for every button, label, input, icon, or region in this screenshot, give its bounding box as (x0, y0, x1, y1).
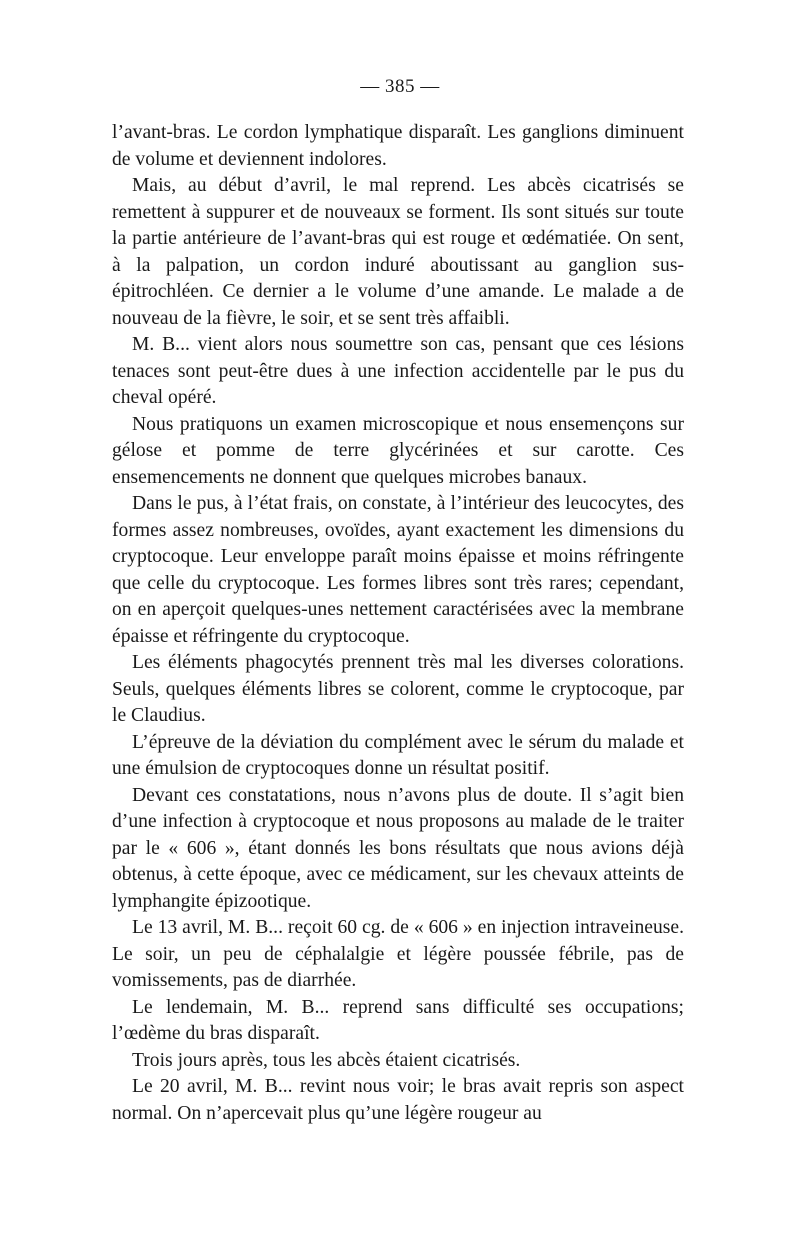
paragraph-complement-test: L’épreuve de la déviation du complément avec le sérum du malade et une émulsion de cryptocoques donne un résultat positif. (112, 731, 684, 779)
paragraph-follow-up: Le 20 avril, M. B... revint nous voir; le bras avait repris son aspect normal. On n’apercevait plus qu’une légère rougeur au (112, 1076, 684, 1124)
page-number: — 385 — (360, 76, 440, 97)
paragraph-continued: l’avant-bras. Le cordon lymphatique disparaît. Les ganglions diminuent de volume et deviennent indolores. (112, 122, 684, 170)
paragraph-diagnosis: Devant ces constatations, nous n’avons plus de doute. Il s’agit bien d’une infection à cryptocoque et nous proposons au malade de le traiter par le « 606 », étant donnés les bons résultats que nous avions déjà obtenus, à cette époque, avec ce médicament, sur les chevaux atteints de lymphangite épizootique. (112, 784, 684, 912)
body-text (112, 120, 684, 1127)
paragraph-relapse: Mais, au début d’avril, le mal reprend. Les abcès cicatrisés se remettent à suppurer et de nouveaux se forment. Ils sont situés sur toute la partie antérieure de l’avant-bras qui est rouge et œdématiée. On sent, à la palpation, un cordon induré aboutissant au ganglion sus-épitrochléen. Ce dernier a le volume d’une amande. Le malade a de nouveau de la fièvre, le soir, et se sent très affaibli. (112, 175, 684, 329)
paragraph-cultures: Nous pratiquons un examen microscopique et nous ensemençons sur gélose et pomme de terre glycérinées et sur carotte. Ces ensemencements ne donnent que quelques microbes banaux. (112, 413, 684, 488)
paragraph-three-days: Trois jours après, tous les abcès étaient cicatrisés. (132, 1049, 521, 1071)
paragraph-injection: Le 13 avril, M. B... reçoit 60 cg. de « 606 » en injection intraveineuse. Le soir, un peu de céphalalgie et légère poussée fébrile, pas de vomissements, pas de diarrhée. (112, 917, 684, 991)
paragraph-staining: Les éléments phagocytés prennent très mal les diverses colorations. Seuls, quelques éléments libres se colorent, comme le cryptocoque, par le Claudius. (112, 652, 684, 726)
paragraph-microscopy: Dans le pus, à l’état frais, on constate, à l’intérieur des leucocytes, des formes assez nombreuses, ovoïdes, ayant exactement les dimensions du cryptocoque. Leur enveloppe paraît moins épaisse et moins réfringente que celle du cryptocoque. Les formes libres sont très rares; cependant, on en aperçoit quelques-unes nettement caractérisées avec la membrane épaisse et réfringente du cryptocoque. (112, 493, 684, 647)
paragraph-next-day: Le lendemain, M. B... reprend sans difficulté ses occupations; l’œdème du bras disparaît. (112, 996, 684, 1044)
paragraph-consultation: M. B... vient alors nous soumettre son cas, pensant que ces lésions tenaces sont peut-être dues à une infection accidentelle par le pus du cheval opéré. (112, 334, 684, 408)
